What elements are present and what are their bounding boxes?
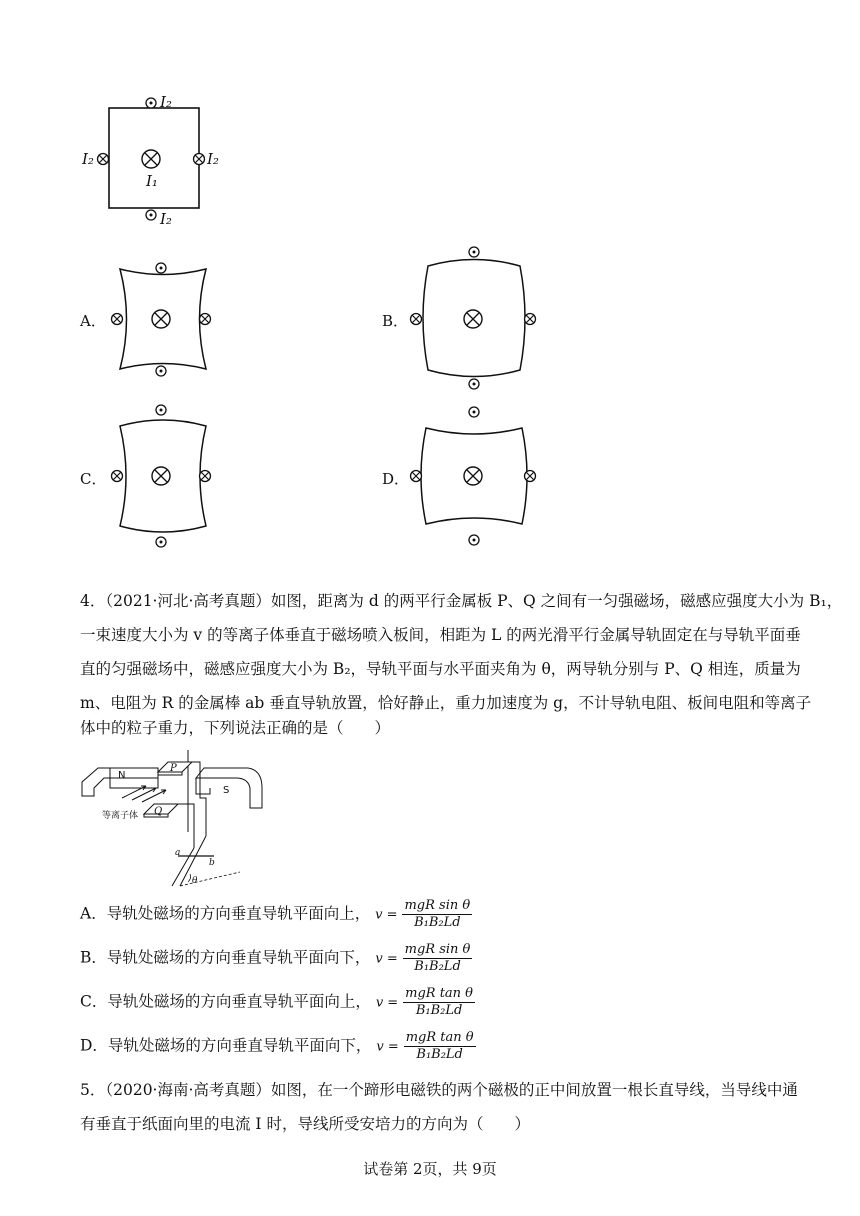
- frac-num: mgR sin θ: [404, 942, 471, 957]
- q5-line-2: 有垂直于纸面向里的电流 I 时，导线所受安培力的方向为（ ）: [80, 1115, 530, 1133]
- option-b-figure: [406, 238, 542, 394]
- q5-line-1: 5．（2020·海南·高考真题）如图，在一个蹄形电磁铁的两个磁极的正中间放置一根长直导线，当导线中通: [80, 1081, 798, 1099]
- q4-line-3: 直的匀强磁场中，磁感应强度大小为 B₂，导轨平面与水平面夹角为 θ，两导轨分别与 P、Q 相连，质量为: [80, 660, 801, 678]
- q4-option-c: [80, 986, 475, 1019]
- option-b-label: B．: [382, 312, 409, 330]
- option-a-label: A．: [80, 312, 106, 330]
- q4-option-d-fraction: [404, 1030, 476, 1063]
- q4-option-b: [80, 942, 472, 975]
- q4-option-b-text: B．导轨处磁场的方向垂直导轨平面向下，: [80, 948, 371, 967]
- option-c-label: C．: [80, 470, 107, 488]
- q4-option-d: [80, 1030, 476, 1063]
- q4-b-label: b: [209, 858, 215, 868]
- label-i2-bottom: I₂: [160, 210, 172, 228]
- q4-option-d-text: D．导轨处磁场的方向垂直导轨平面向下，: [80, 1036, 372, 1055]
- option-a-figure: [108, 258, 218, 380]
- frac-den: B₁B₂Ld: [414, 959, 461, 974]
- q4-option-b-fraction: [403, 942, 473, 975]
- label-i1-center: I₁: [146, 172, 158, 190]
- q4-line-1: 4．（2021·河北·高考真题）如图，距离为 d 的两平行金属板 P、Q 之间有一匀强磁场，磁感应强度大小为 B₁，: [80, 592, 843, 610]
- option-c-figure: [108, 400, 218, 552]
- q4-option-a-text: A．导轨处磁场的方向垂直导轨平面向上，: [80, 904, 371, 923]
- q4-p-label: P: [170, 763, 177, 774]
- q4-q-label: Q: [154, 806, 163, 817]
- frac-den: B₁B₂Ld: [416, 1047, 463, 1062]
- q4-option-c-text: C．导轨处磁场的方向垂直导轨平面向上，: [80, 992, 371, 1011]
- q4-n-label: N: [118, 770, 126, 781]
- frac-den: B₁B₂Ld: [414, 915, 461, 930]
- q4-option-b-lhs: v =: [375, 951, 398, 967]
- option-d-figure: [406, 400, 542, 552]
- label-i2-top: I₂: [160, 93, 172, 111]
- frac-num: mgR tan θ: [405, 986, 474, 1001]
- q4-line-5: 体中的粒子重力，下列说法正确的是（ ）: [80, 719, 391, 737]
- q4-option-a-lhs: v =: [375, 907, 398, 923]
- q4-a-label: a: [175, 848, 181, 858]
- q4-plasma-label: 等离子体: [102, 811, 139, 821]
- option-d-label: D．: [382, 470, 410, 488]
- q4-option-d-lhs: v =: [376, 1039, 399, 1055]
- q4-option-c-fraction: [403, 986, 475, 1019]
- frac-num: mgR sin θ: [404, 898, 471, 913]
- label-i2-right: I₂: [207, 150, 219, 168]
- q4-option-a: [80, 898, 472, 931]
- q4-s-label: S: [223, 785, 230, 796]
- q4-line-2: 一束速度大小为 v 的等离子体垂直于磁场喷入板间，相距为 L 的两光滑平行金属导轨固定在与导轨平面垂: [80, 626, 801, 644]
- q4-theta-label: θ: [192, 876, 198, 886]
- frac-num: mgR tan θ: [405, 1030, 474, 1045]
- q4-option-a-fraction: [402, 898, 472, 931]
- q4-option-c-lhs: v =: [375, 995, 399, 1011]
- frac-den: B₁B₂Ld: [415, 1003, 463, 1018]
- page-footer: 试卷第 2页，共 9页: [363, 1160, 497, 1178]
- q4-line-4: m、电阻为 R 的金属棒 ab 垂直导轨放置，恰好静止，重力加速度为 g，不计导轨电阻、板间电阻和等离子: [80, 694, 812, 712]
- label-i2-left: I₂: [82, 150, 94, 168]
